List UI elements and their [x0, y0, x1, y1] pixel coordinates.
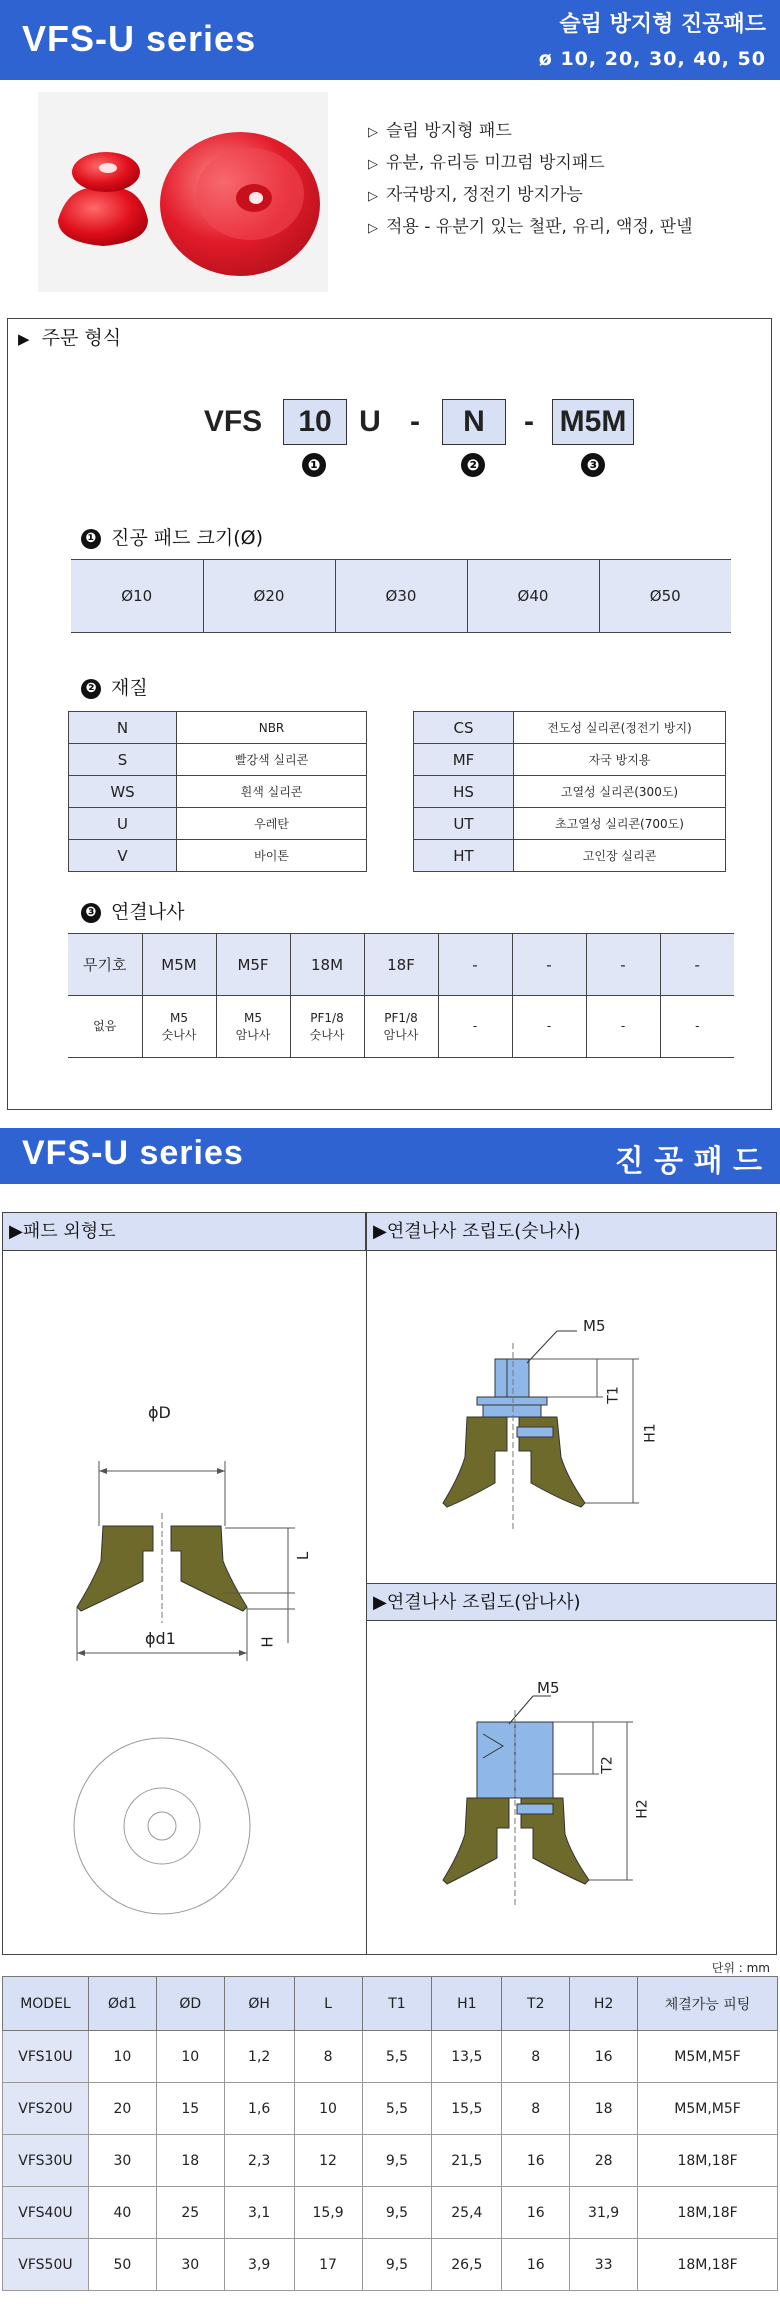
thread-desc: - [586, 996, 660, 1058]
code-thread: M5M [552, 399, 634, 445]
spec-col-header: 체결가능 피팅 [638, 1977, 778, 2031]
spec-cell: 5,5 [362, 2031, 432, 2083]
material-code: N [69, 712, 177, 744]
material-name: 전도성 실리콘(정전기 방지) [514, 712, 726, 744]
product-subtitle: 슬림 방지형 진공패드 [559, 12, 766, 37]
spec-cell: 9,5 [362, 2239, 432, 2291]
material-code: WS [69, 776, 177, 808]
material-table-left [68, 711, 367, 872]
section2-title: VFS-U series [22, 1134, 244, 1172]
spec-cell: 10 [88, 2031, 156, 2083]
spec-cell: M5M,M5F [638, 2031, 778, 2083]
triangle-icon: ▷ [368, 221, 378, 236]
label-phid1: ϕd1 [145, 1629, 176, 1648]
spec-cell: 33 [570, 2239, 638, 2291]
section2-subtitle: 진 공 패 드 [614, 1144, 762, 1179]
thread-code: - [512, 934, 586, 996]
thread-desc: PF1/8 숫나사 [290, 996, 364, 1058]
thread-section-title: ❸ 연결나사 [81, 897, 184, 925]
spec-col-header: ØD [156, 1977, 224, 2031]
spec-cell: 1,6 [224, 2083, 294, 2135]
material-name: 초고열성 실리콘(700도) [514, 808, 726, 840]
spec-cell: 40 [88, 2187, 156, 2239]
spec-cell: 30 [156, 2239, 224, 2291]
unit-label: 단위 : mm [711, 1961, 770, 1975]
marker-1: ❶ [302, 453, 326, 477]
thread-desc: M5 숫나사 [142, 996, 216, 1058]
female-panel-title: ▶연결나사 조립도(암나사) [367, 1583, 776, 1621]
size-table [71, 559, 731, 633]
material-table-right [413, 711, 726, 872]
spec-cell: 15 [156, 2083, 224, 2135]
feature-item: ▷ 유분, 유리등 미끄럼 방지패드 [368, 147, 768, 179]
triangle-icon: ▷ [368, 189, 378, 204]
spec-cell: 12 [294, 2135, 362, 2187]
material-name: 흰색 실리콘 [177, 776, 367, 808]
label-H: H [258, 1636, 277, 1648]
label-T2: T2 [599, 1756, 616, 1774]
material-code: HT [414, 840, 514, 872]
material-name: 바이톤 [177, 840, 367, 872]
thread-code: 18F [364, 934, 438, 996]
size-cell: Ø10 [71, 560, 203, 633]
spec-cell: 18 [156, 2135, 224, 2187]
spec-cell: 15,9 [294, 2187, 362, 2239]
material-section-title: ❷ 재질 [81, 673, 148, 701]
spec-cell: 8 [294, 2031, 362, 2083]
thread-desc: - [660, 996, 734, 1058]
spec-cell: 3,9 [224, 2239, 294, 2291]
code-prefix: VFS [203, 405, 263, 438]
triangle-icon: ▷ [368, 157, 378, 172]
material-code: V [69, 840, 177, 872]
header-banner [0, 0, 780, 80]
code-dash-1: - [410, 405, 420, 438]
size-section-title: ❶ 진공 패드 크기(Ø) [81, 523, 263, 551]
material-code: U [69, 808, 177, 840]
material-name: 고인장 실리콘 [514, 840, 726, 872]
label-L: L [294, 1551, 313, 1561]
label-T1: T1 [605, 1386, 622, 1404]
material-code: CS [414, 712, 514, 744]
table-row [3, 2135, 778, 2187]
spec-cell: 18M,18F [638, 2239, 778, 2291]
size-cell: Ø50 [599, 560, 731, 633]
material-code: UT [414, 808, 514, 840]
play-icon: ▶ [18, 330, 30, 348]
spec-col-header: T1 [362, 1977, 432, 2031]
male-assembly-drawing [367, 1251, 776, 1583]
spec-col-header: T2 [502, 1977, 570, 2031]
spec-cell: 10 [156, 2031, 224, 2083]
spec-cell: 9,5 [362, 2135, 432, 2187]
spec-cell: 5,5 [362, 2083, 432, 2135]
spec-cell: VFS50U [3, 2239, 89, 2291]
feature-item: ▷ 슬림 방지형 패드 [368, 115, 768, 147]
order-format-box [7, 318, 772, 1110]
material-name: 우레탄 [177, 808, 367, 840]
thread-desc: - [438, 996, 512, 1058]
order-heading: ▶ 주문 형식 [18, 327, 122, 349]
material-code: S [69, 744, 177, 776]
spec-cell: 16 [502, 2187, 570, 2239]
spec-cell: 8 [502, 2083, 570, 2135]
triangle-icon: ▷ [368, 125, 378, 140]
material-name: 빨강색 실리콘 [177, 744, 367, 776]
material-code: MF [414, 744, 514, 776]
thread-code: - [586, 934, 660, 996]
spec-cell: VFS10U [3, 2031, 89, 2083]
spec-col-header: ØH [224, 1977, 294, 2031]
spec-col-header: L [294, 1977, 362, 2031]
outline-panel-title: ▶패드 외형도 [3, 1213, 366, 1251]
spec-cell: 13,5 [432, 2031, 502, 2083]
thread-code: M5M [142, 934, 216, 996]
material-name: NBR [177, 712, 367, 744]
spec-cell: 16 [570, 2031, 638, 2083]
spec-table [2, 1976, 778, 2291]
spec-cell: VFS20U [3, 2083, 89, 2135]
spec-cell: 20 [88, 2083, 156, 2135]
spec-cell: 16 [502, 2239, 570, 2291]
spec-cell: 3,1 [224, 2187, 294, 2239]
spec-cell: 10 [294, 2083, 362, 2135]
code-u: U [359, 405, 381, 438]
spec-header-row [3, 1977, 778, 2031]
series-title: VFS-U series [22, 18, 257, 59]
size-cell: Ø20 [203, 560, 335, 633]
spec-cell: 8 [502, 2031, 570, 2083]
spec-cell: 28 [570, 2135, 638, 2187]
marker-3: ❸ [581, 453, 605, 477]
label-phiD: ϕD [148, 1403, 171, 1422]
feature-list [368, 115, 768, 243]
label-m5-female: M5 [537, 1679, 560, 1697]
spec-cell: 1,2 [224, 2031, 294, 2083]
material-code: HS [414, 776, 514, 808]
material-name: 고열성 실리콘(300도) [514, 776, 726, 808]
feature-item: ▷ 자국방지, 정전기 방지가능 [368, 179, 768, 211]
feature-item: ▷ 적용 - 유분기 있는 철판, 유리, 액정, 판넬 [368, 211, 768, 243]
code-size: 10 [283, 399, 347, 445]
spec-cell: VFS40U [3, 2187, 89, 2239]
size-cell: Ø30 [335, 560, 467, 633]
label-m5-male: M5 [583, 1317, 606, 1335]
spec-cell: 50 [88, 2239, 156, 2291]
thread-code: - [438, 934, 512, 996]
table-row [3, 2083, 778, 2135]
spec-cell: 21,5 [432, 2135, 502, 2187]
label-H2: H2 [634, 1799, 651, 1819]
code-dash-2: - [524, 405, 534, 438]
spec-cell: 25 [156, 2187, 224, 2239]
thread-desc: PF1/8 암나사 [364, 996, 438, 1058]
spec-cell: 31,9 [570, 2187, 638, 2239]
spec-cell: 30 [88, 2135, 156, 2187]
spec-col-header: Ød1 [88, 1977, 156, 2031]
spec-cell: 18M,18F [638, 2187, 778, 2239]
thread-desc: 없음 [68, 996, 142, 1058]
size-cell: Ø40 [467, 560, 599, 633]
spec-cell: 9,5 [362, 2187, 432, 2239]
spec-cell: M5M,M5F [638, 2083, 778, 2135]
spec-cell: 17 [294, 2239, 362, 2291]
product-photo [38, 92, 328, 292]
spec-col-header: MODEL [3, 1977, 89, 2031]
thread-desc: - [512, 996, 586, 1058]
spec-cell: 2,3 [224, 2135, 294, 2187]
size-range: ø 10, 20, 30, 40, 50 [538, 48, 766, 70]
pad-outline-drawing [3, 1251, 366, 1954]
thread-code: M5F [216, 934, 290, 996]
spec-cell: 26,5 [432, 2239, 502, 2291]
spec-cell: 16 [502, 2135, 570, 2187]
spec-cell: VFS30U [3, 2135, 89, 2187]
thread-code: - [660, 934, 734, 996]
section2-banner [0, 1128, 780, 1184]
male-panel-title: ▶연결나사 조립도(숫나사) [367, 1213, 776, 1251]
code-material: N [442, 399, 506, 445]
marker-2: ❷ [461, 453, 485, 477]
drawings-box [2, 1212, 777, 1955]
thread-desc: M5 암나사 [216, 996, 290, 1058]
spec-cell: 18M,18F [638, 2135, 778, 2187]
table-row [3, 2239, 778, 2291]
table-row [3, 2187, 778, 2239]
thread-code: 18M [290, 934, 364, 996]
spec-col-header: H2 [570, 1977, 638, 2031]
label-H1: H1 [642, 1423, 659, 1443]
female-assembly-drawing [367, 1622, 776, 1954]
spec-cell: 25,4 [432, 2187, 502, 2239]
material-name: 자국 방지용 [514, 744, 726, 776]
table-row [3, 2031, 778, 2083]
spec-cell: 15,5 [432, 2083, 502, 2135]
thread-code: 무기호 [68, 934, 142, 996]
spec-col-header: H1 [432, 1977, 502, 2031]
spec-cell: 18 [570, 2083, 638, 2135]
thread-table [68, 933, 734, 1058]
